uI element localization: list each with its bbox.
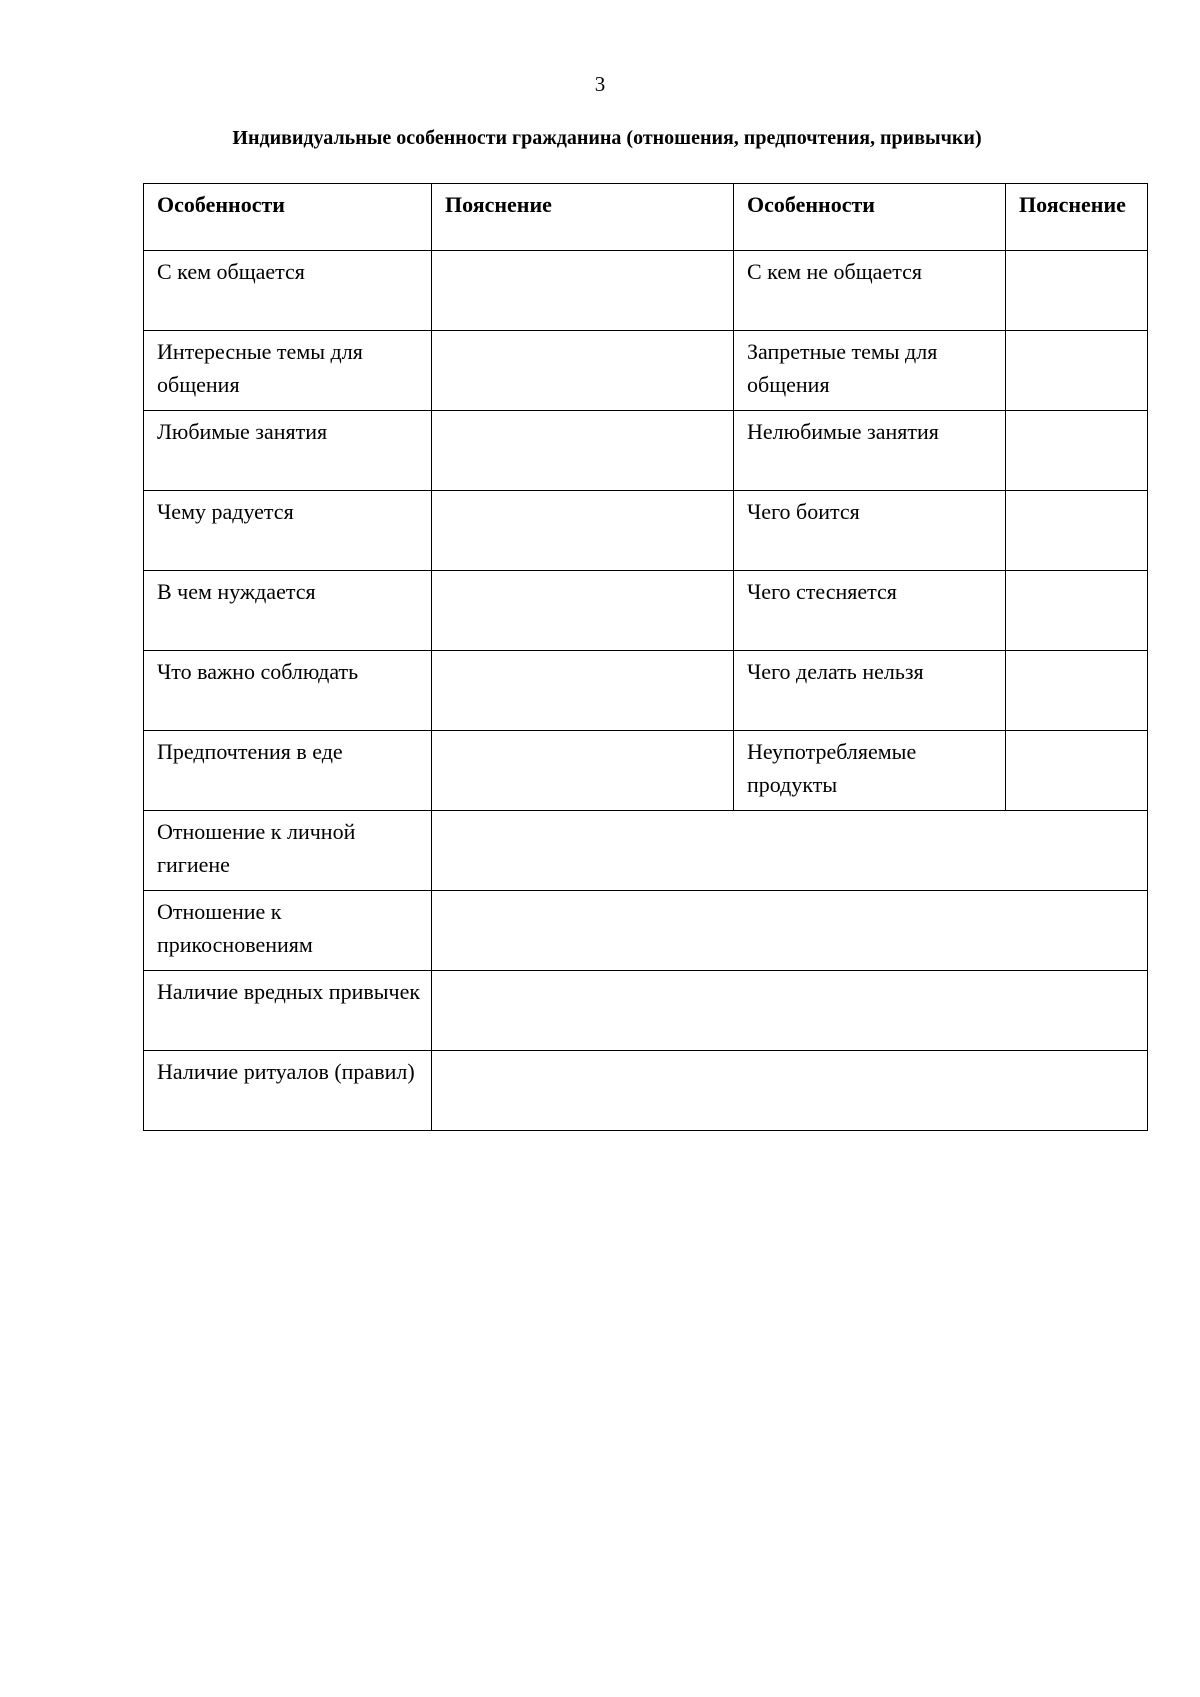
page-number: 3 bbox=[594, 72, 606, 96]
explanation-field[interactable] bbox=[432, 731, 734, 811]
feature-label: Отношение к прикосновениям bbox=[144, 891, 432, 971]
explanation-field[interactable] bbox=[432, 411, 734, 491]
feature-label: Предпочтения в еде bbox=[144, 731, 432, 811]
header-label: Особенности bbox=[157, 192, 285, 217]
header-explanation-right bbox=[1006, 184, 1148, 251]
header-features-right bbox=[734, 184, 1006, 251]
feature-label: Запретные темы для общения bbox=[734, 331, 1006, 411]
explanation-field[interactable] bbox=[432, 331, 734, 411]
feature-label: С кем общается bbox=[144, 251, 432, 331]
header-features-left bbox=[144, 184, 432, 251]
feature-label: Чего делать нельзя bbox=[734, 651, 1006, 731]
feature-label: С кем не общается bbox=[734, 251, 1006, 331]
table-row bbox=[144, 971, 1148, 1051]
feature-label: Отношение к личной гигиене bbox=[144, 811, 432, 891]
feature-label: В чем нуждается bbox=[144, 571, 432, 651]
feature-label: Неупотребляемые продукты bbox=[734, 731, 1006, 811]
feature-label: Любимые занятия bbox=[144, 411, 432, 491]
explanation-field[interactable] bbox=[432, 891, 1148, 971]
header-label: Особенности bbox=[747, 192, 875, 217]
table-row bbox=[144, 571, 1148, 651]
table-row bbox=[144, 651, 1148, 731]
header-label: Пояснение bbox=[1019, 192, 1126, 217]
feature-label: Что важно соблюдать bbox=[144, 651, 432, 731]
feature-label: Наличие ритуалов (правил) bbox=[144, 1051, 432, 1131]
explanation-field[interactable] bbox=[1006, 411, 1148, 491]
table-row bbox=[144, 491, 1148, 571]
explanation-field[interactable] bbox=[432, 491, 734, 571]
feature-label: Чего стесняется bbox=[734, 571, 1006, 651]
explanation-field[interactable] bbox=[1006, 651, 1148, 731]
document-title: Индивидуальные особенности гражданина (отношения, предпочтения, привычки) bbox=[232, 127, 982, 149]
feature-label: Нелюбимые занятия bbox=[734, 411, 1006, 491]
header-label: Пояснение bbox=[445, 192, 552, 217]
feature-label: Чего боится bbox=[734, 491, 1006, 571]
explanation-field[interactable] bbox=[432, 651, 734, 731]
explanation-field[interactable] bbox=[432, 811, 1148, 891]
table-row bbox=[144, 411, 1148, 491]
explanation-field[interactable] bbox=[1006, 571, 1148, 651]
table-row bbox=[144, 811, 1148, 891]
feature-label: Наличие вредных привычек bbox=[144, 971, 432, 1051]
table-row bbox=[144, 731, 1148, 811]
explanation-field[interactable] bbox=[432, 971, 1148, 1051]
header-explanation-left bbox=[432, 184, 734, 251]
explanation-field[interactable] bbox=[432, 251, 734, 331]
feature-label: Интересные темы для общения bbox=[144, 331, 432, 411]
features-table bbox=[143, 183, 1148, 1131]
explanation-field[interactable] bbox=[1006, 491, 1148, 571]
table-row bbox=[144, 251, 1148, 331]
explanation-field[interactable] bbox=[1006, 331, 1148, 411]
explanation-field[interactable] bbox=[432, 571, 734, 651]
feature-label: Чему радуется bbox=[144, 491, 432, 571]
explanation-field[interactable] bbox=[432, 1051, 1148, 1131]
table-row bbox=[144, 891, 1148, 971]
table-row bbox=[144, 1051, 1148, 1131]
table-row bbox=[144, 331, 1148, 411]
table-header-row bbox=[144, 184, 1148, 251]
explanation-field[interactable] bbox=[1006, 251, 1148, 331]
explanation-field[interactable] bbox=[1006, 731, 1148, 811]
